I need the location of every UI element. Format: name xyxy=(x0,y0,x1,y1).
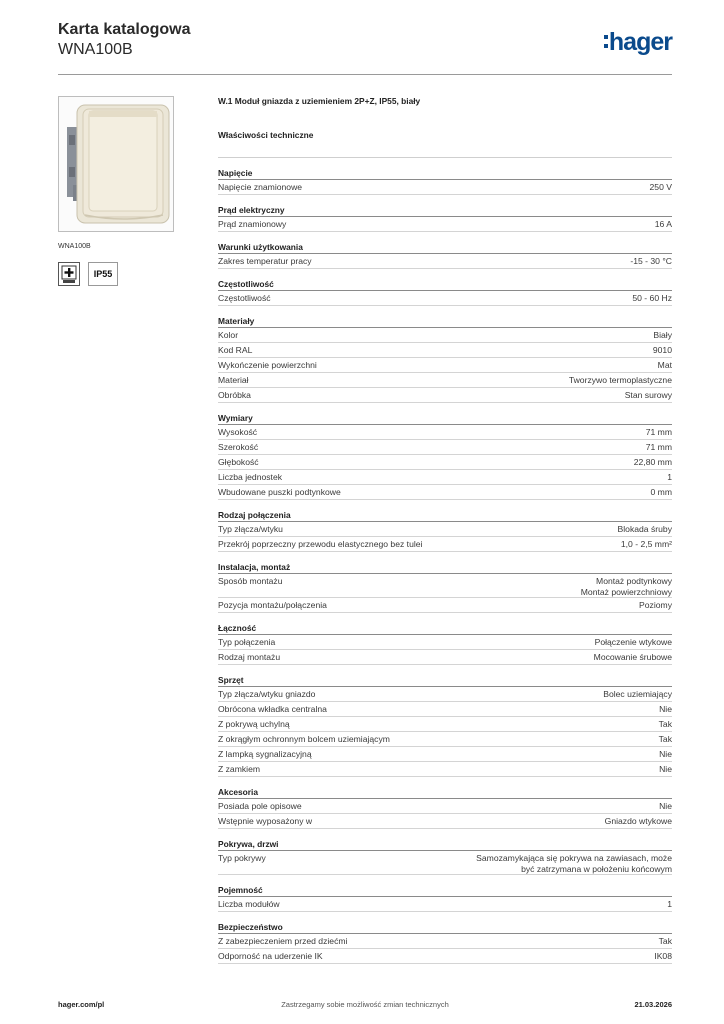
spec-label: Wysokość xyxy=(218,427,258,437)
section-title: Wymiary xyxy=(218,412,672,425)
spec-value: Nie xyxy=(659,764,672,774)
spec-value: 250 V xyxy=(649,182,672,192)
spec-value: Nie xyxy=(659,704,672,714)
hager-logo xyxy=(604,28,672,57)
spec-sections xyxy=(218,167,672,964)
spec-row xyxy=(218,635,672,650)
spec-label: Przekrój poprzeczny przewodu elastycznego bez tulei xyxy=(218,539,423,549)
product-code: WNA100B xyxy=(58,41,133,58)
spec-label: Głębokość xyxy=(218,457,259,467)
spec-row xyxy=(218,180,672,195)
spec-label: Wbudowane puszki podtynkowe xyxy=(218,487,341,497)
spec-value: 0 mm xyxy=(650,487,672,497)
ip55-badge: IP55 xyxy=(88,262,118,286)
spec-label: Kod RAL xyxy=(218,345,253,355)
spec-label: Obróbka xyxy=(218,390,251,400)
spec-value: Nie xyxy=(659,749,672,759)
product-image xyxy=(58,96,174,232)
spec-value: 1,0 - 2,5 mm² xyxy=(620,539,672,549)
spec-label: Z lampką sygnalizacyjną xyxy=(218,749,312,759)
spec-section xyxy=(218,921,672,964)
spec-label: Typ połączenia xyxy=(218,637,276,647)
spec-value: Tak xyxy=(658,719,672,729)
spec-value: Tak xyxy=(658,936,672,946)
footer-date: 21.03.2026 xyxy=(634,1000,672,1009)
spec-row xyxy=(218,574,672,598)
spec-row xyxy=(218,799,672,814)
spec-value: Poziomy xyxy=(639,600,672,610)
spec-row xyxy=(218,440,672,455)
spec-row xyxy=(218,470,672,485)
spec-row xyxy=(218,934,672,949)
electrical-safety-icon xyxy=(58,262,80,286)
spec-row xyxy=(218,328,672,343)
logo-colon-icon xyxy=(604,35,608,51)
header-divider xyxy=(58,74,672,75)
spec-label: Typ pokrywy xyxy=(218,853,266,863)
spec-value: 22,80 mm xyxy=(633,457,672,467)
spec-value: 71 mm xyxy=(645,427,672,437)
spec-label: Sposób montażu xyxy=(218,576,283,586)
spec-section xyxy=(218,241,672,269)
spec-section xyxy=(218,204,672,232)
page-header xyxy=(58,20,678,64)
spec-row xyxy=(218,254,672,269)
spec-value: Tworzywo termoplastyczne xyxy=(568,375,672,385)
section-title: Sprzęt xyxy=(218,674,672,687)
spec-label: Rodzaj montażu xyxy=(218,652,281,662)
section-title: Materiały xyxy=(218,315,672,328)
spec-label: Typ złącza/wtyku gniazdo xyxy=(218,689,316,699)
spec-section xyxy=(218,278,672,306)
section-title: Akcesoria xyxy=(218,786,672,799)
spec-row xyxy=(218,702,672,717)
section-title: Napięcie xyxy=(218,167,672,180)
spec-value: Połączenie wtykowe xyxy=(594,637,672,647)
spec-label: Wykończenie powierzchni xyxy=(218,360,317,370)
spec-value: Tak xyxy=(658,734,672,744)
section-title: Pokrywa, drzwi xyxy=(218,838,672,851)
section-title: Prąd elektryczny xyxy=(218,204,672,217)
spec-row xyxy=(218,598,672,613)
spec-section xyxy=(218,412,672,500)
spec-value: 16 A xyxy=(654,219,672,229)
spec-row xyxy=(218,455,672,470)
spec-value: -15 - 30 °C xyxy=(630,256,672,266)
spec-row xyxy=(218,732,672,747)
spec-row xyxy=(218,687,672,702)
spec-value: 71 mm xyxy=(645,442,672,452)
spec-value: Bolec uziemiający xyxy=(603,689,672,699)
spec-value: IK08 xyxy=(654,951,672,961)
spec-label: Odporność na uderzenie IK xyxy=(218,951,323,961)
spec-value: Stan surowy xyxy=(624,390,672,400)
spec-label: Materiał xyxy=(218,375,249,385)
spec-row xyxy=(218,217,672,232)
spec-section xyxy=(218,674,672,777)
spec-value: Samozamykająca się pokrywa na zawiasach, może być zatrzymana w położeniu końcowym xyxy=(476,853,672,874)
spec-value: Blokada śruby xyxy=(617,524,672,534)
spec-row xyxy=(218,522,672,537)
spec-row xyxy=(218,537,672,552)
spec-section xyxy=(218,622,672,665)
section-title: Warunki użytkowania xyxy=(218,241,672,254)
section-title: Rodzaj połączenia xyxy=(218,509,672,522)
section-title: Częstotliwość xyxy=(218,278,672,291)
spec-value: Biały xyxy=(653,330,672,340)
spec-row xyxy=(218,851,672,875)
spec-value: 1 xyxy=(667,899,672,909)
spec-section xyxy=(218,838,672,875)
spec-label: Kolor xyxy=(218,330,239,340)
spec-label: Obrócona wkładka centralna xyxy=(218,704,327,714)
spec-row xyxy=(218,650,672,665)
spec-row xyxy=(218,373,672,388)
section-title: Bezpieczeństwo xyxy=(218,921,672,934)
properties-heading: Właściwości techniczne xyxy=(218,130,672,158)
spec-section xyxy=(218,315,672,403)
spec-row xyxy=(218,358,672,373)
spec-label: Wstępnie wyposażony w xyxy=(218,816,313,826)
certification-icons xyxy=(58,262,118,286)
logo-text: hager xyxy=(608,28,672,56)
spec-value: 1 xyxy=(667,472,672,482)
spec-value: Gniazdo wtykowe xyxy=(604,816,672,826)
spec-section xyxy=(218,884,672,912)
spec-label: Liczba jednostek xyxy=(218,472,283,482)
spec-label: Typ złącza/wtyku xyxy=(218,524,283,534)
spec-value: Nie xyxy=(659,801,672,811)
footer-note: Zastrzegamy sobie możliwość zmian technicznych xyxy=(281,1000,449,1009)
spec-value: Montaż podtynkowy Montaż powierzchniowy xyxy=(580,576,672,597)
spec-value: 9010 xyxy=(652,345,672,355)
spec-section xyxy=(218,509,672,552)
spec-label: Z pokrywą uchylną xyxy=(218,719,290,729)
socket-module-icon xyxy=(59,97,174,232)
image-caption: WNA100B xyxy=(58,243,91,250)
spec-value: Mat xyxy=(657,360,672,370)
spec-label: Z okrągłym ochronnym bolcem uziemiającym xyxy=(218,734,390,744)
spec-value: Mocowanie śrubowe xyxy=(593,652,672,662)
spec-label: Posiada pole opisowe xyxy=(218,801,302,811)
spec-row xyxy=(218,717,672,732)
spec-label: Szerokość xyxy=(218,442,259,452)
section-title: Pojemność xyxy=(218,884,672,897)
spec-row xyxy=(218,814,672,829)
spec-row xyxy=(218,949,672,964)
spec-row xyxy=(218,291,672,306)
spec-row xyxy=(218,762,672,777)
spec-section xyxy=(218,167,672,195)
spec-label: Napięcie znamionowe xyxy=(218,182,303,192)
spec-row xyxy=(218,425,672,440)
spec-label: Zakres temperatur pracy xyxy=(218,256,312,266)
spec-row xyxy=(218,747,672,762)
spec-sheet xyxy=(218,96,672,964)
spec-value: 50 - 60 Hz xyxy=(632,293,672,303)
spec-section xyxy=(218,786,672,829)
section-title: Instalacja, montaż xyxy=(218,561,672,574)
footer-website: hager.com/pl xyxy=(58,1000,105,1009)
spec-label: Z zamkiem xyxy=(218,764,261,774)
spec-row xyxy=(218,343,672,358)
spec-label: Prąd znamionowy xyxy=(218,219,287,229)
spec-section xyxy=(218,561,672,613)
spec-label: Pozycja montażu/połączenia xyxy=(218,600,327,610)
page-title: Karta katalogowa xyxy=(58,21,191,38)
spec-label: Liczba modułów xyxy=(218,899,280,909)
page-footer xyxy=(58,1000,672,1014)
section-title: Łączność xyxy=(218,622,672,635)
spec-label: Częstotliwość xyxy=(218,293,271,303)
spec-row xyxy=(218,485,672,500)
product-name: W.1 Moduł gniazda z uziemieniem 2P+Z, IP55, biały xyxy=(218,96,421,106)
spec-row xyxy=(218,388,672,403)
spec-label: Z zabezpieczeniem przed dziećmi xyxy=(218,936,348,946)
spec-row xyxy=(218,897,672,912)
